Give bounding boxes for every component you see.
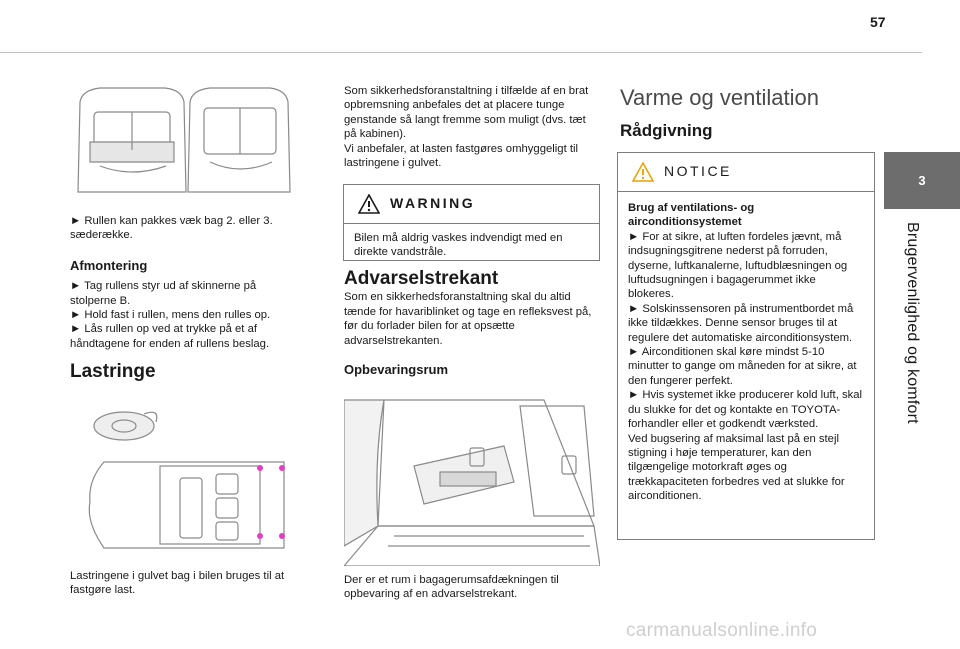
warning-text: Bilen må aldrig vaskes indvendigt med en direkte vandstråle. [354, 232, 563, 259]
warning-box [343, 184, 600, 261]
lastringe-caption: Lastringene i gulvet bag i bilen bruges til at fastgøre last. [70, 570, 285, 597]
triangle-section [344, 268, 600, 378]
notice-triangle-icon [632, 162, 654, 182]
rear-seats-illustration [70, 82, 292, 202]
dismount-line: ► Tag rullens styr ud af skinnerne på stolperne B. [70, 280, 257, 307]
column-right [620, 86, 876, 138]
storage-caption: Der er et rum i bagagerumsafdækningen til opbevaring af en advarselstrekant. [344, 574, 559, 601]
header-rule [0, 52, 922, 53]
chapter-tab-number: 3 [918, 173, 926, 188]
cargo-intro-2: Vi anbefaler, at lasten fastgøres omhyggeligt til lastringene i gulvet. [344, 142, 579, 170]
warning-header [344, 185, 599, 224]
lastringe-heading: Lastringe [70, 361, 156, 383]
warning-label: WARNING [390, 195, 476, 211]
notice-body [618, 192, 874, 512]
dismount-line: ► Lås rullen op ved at trykke på et af håndtagene for enden af rullens beslag. [70, 323, 270, 350]
notice-title: Brug af ventilations- og airconditionsystemet [628, 202, 755, 229]
chapter-title: Brugervenlighed og komfort [904, 222, 921, 424]
notice-line: ► Airconditionen skal køre mindst 5-10 minutter to gange om måneden for at sikre, at den fungerer perfekt. [628, 346, 857, 387]
advice-heading: Rådgivning [620, 121, 713, 140]
notice-line: ► For at sikre, at luften fordeles jævnt, må indsugningsgitrene nederst på forruden, dyserne, luftkanalerne, luftudblæsningen og luftudsugningen i bagagerummet ikke blokeres. [628, 230, 848, 301]
cargo-rings-illustration [84, 402, 294, 552]
column-middle [344, 84, 600, 170]
column-left [70, 214, 292, 383]
dismount-heading: Afmontering [70, 257, 148, 273]
storage-heading: Opbevaringsrum [344, 362, 449, 378]
cargo-intro: Som sikkerhedsforanstaltning i tilfælde af en brat opbremsning anbefales det at placere tunge genstande så langt fremme som muligt (dvs. tæt på kabinen). [344, 85, 589, 141]
watermark: carmanualsonline.info [626, 620, 818, 641]
notice-line: ► Hvis systemet ikke producerer kold luft, skal du slukke for det og kontakte en TOYOTA-forhandler eller et godkendt værksted. [628, 389, 863, 431]
triangle-text: Som en sikkerhedsforanstaltning skal du altid tænde for havariblinket og tage en refleksvest på, før du forlader bilen for at opsætte advarselstrekanten. [344, 291, 592, 347]
roller-note: ► Rullen kan pakkes væk bag 2. eller 3. sæderække. [70, 215, 273, 242]
notice-label: NOTICE [664, 163, 732, 179]
warning-triangle-icon [358, 194, 380, 214]
chapter-tab[interactable] [884, 152, 960, 209]
triangle-heading: Advarselstrekant [344, 268, 499, 289]
page-number: 57 [870, 14, 886, 30]
dismount-line: ► Hold fast i rullen, mens den rulles op. [70, 309, 271, 322]
notice-line: ► Solskinssensoren på instrumentbordet må ikke tildækkes. Denne sensor bruges til at regulere det automatiske airconditionsystem. [628, 302, 854, 344]
notice-box [617, 152, 875, 540]
section-title: Varme og ventilation [620, 85, 819, 110]
notice-header [618, 153, 874, 192]
notice-line: Ved bugsering af maksimal last på en stejl stigning i høje temperaturer, kan den tilgængelige motorkraft øges og trækkapaciteten forbedres ved at slukke for airconditionen. [628, 432, 845, 503]
storage-compartment-illustration [344, 396, 600, 566]
